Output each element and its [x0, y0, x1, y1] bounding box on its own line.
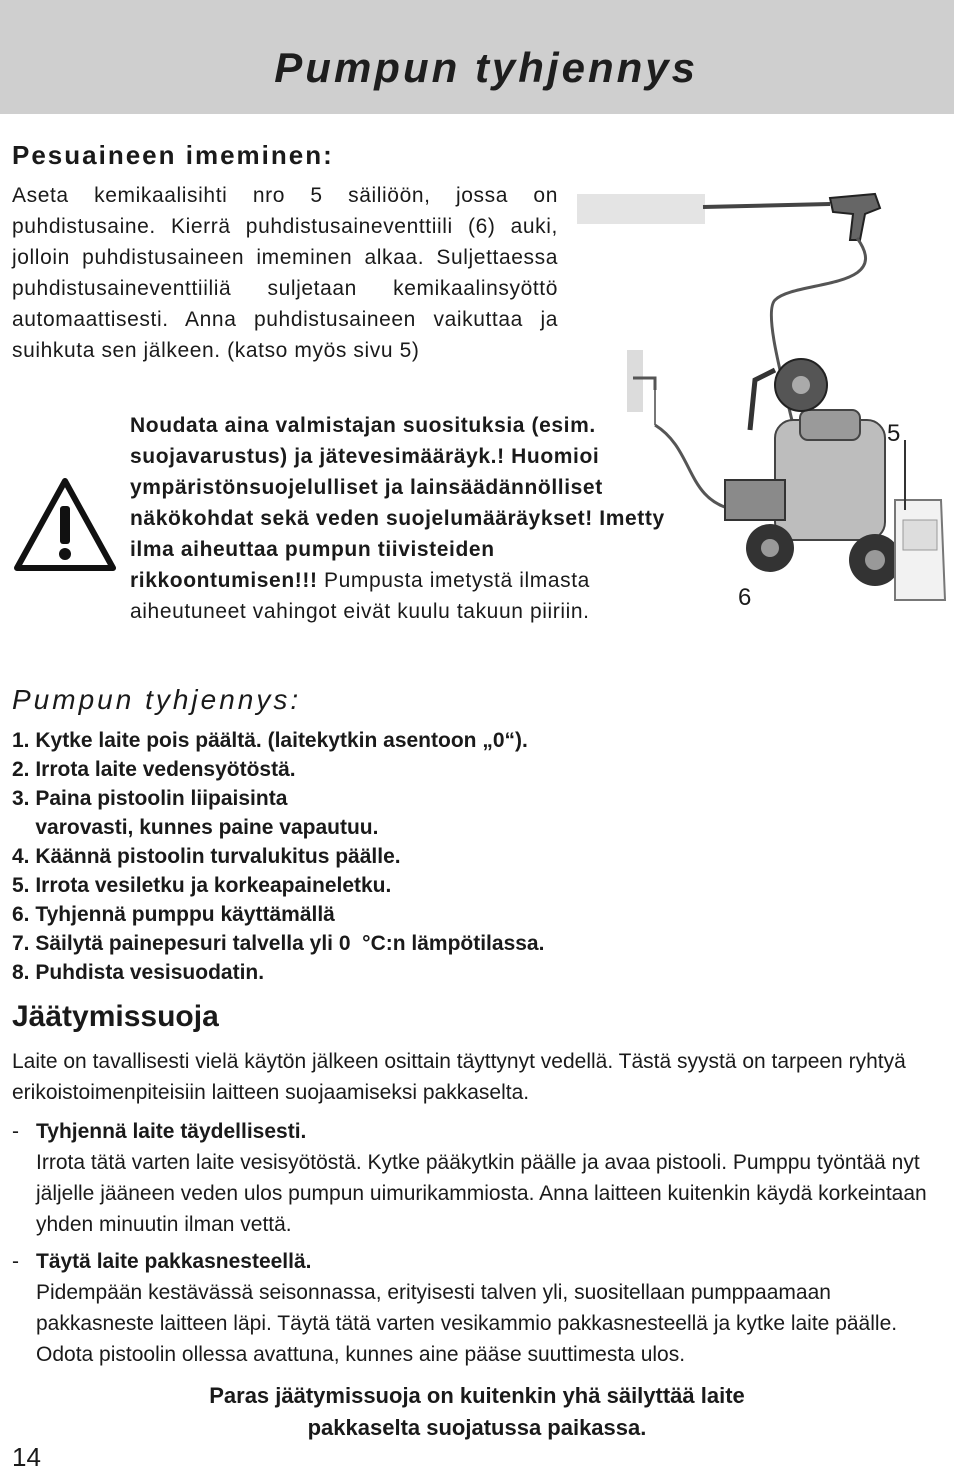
section-heading-frost-protection: Jäätymissuoja — [12, 1000, 219, 1033]
pressure-washer-drawing — [575, 180, 959, 640]
bullet-item-fill-antifreeze — [12, 1246, 942, 1370]
section-heading-pump-draining: Pumpun tyhjennys: — [12, 684, 302, 715]
page-number: 14 — [12, 1442, 41, 1472]
bullet-item-drain-fully — [12, 1116, 942, 1240]
list-item: 2. Irrota laite vedensyötöstä. — [12, 758, 296, 781]
list-item: varovasti, kunnes paine vapautuu. — [12, 816, 379, 839]
list-item: 3. Paina pistoolin liipaisinta — [12, 787, 288, 810]
draining-steps-list — [12, 726, 712, 987]
bullet-dash: - — [12, 1120, 19, 1143]
warning-triangle-icon — [14, 478, 116, 572]
chemical-suction-paragraph: Aseta kemikaalisihti nro 5 säiliöön, jossa on puhdistusaine. Kierrä puhdistusaineventtiili (6) auki, jolloin puhdistusaineen imeminen alkaa. Suljettaessa puhdistusaineventtiiliä suljetaan kemikaalinsyöttö automaattisesti. Anna puhdistusaineen vaikuttaa ja suihkuta sen jälkeen. (katso myös sivu 5) — [12, 184, 558, 362]
list-item: 5. Irrota vesiletku ja korkeapaineletku. — [12, 874, 392, 897]
list-item: 8. Puhdista vesisuodatin. — [12, 961, 265, 984]
list-item: 1. Kytke laite pois päältä. (laitekytkin asentoon „0“). — [12, 729, 528, 752]
closing-line-1: Paras jäätymissuoja on kuitenkin yhä säilyttää laite — [209, 1383, 745, 1408]
list-item: 4. Käännä pistoolin turvalukitus päälle. — [12, 845, 401, 868]
bullet-dash: - — [12, 1250, 19, 1273]
bullet-title: Tyhjennä laite täydellisesti. — [36, 1120, 307, 1143]
bullet-title: Täytä laite pakkasnesteellä. — [36, 1250, 312, 1273]
list-item: 7. Säilytä painepesuri talvella yli 0 °C:n lämpötilassa. — [12, 932, 545, 955]
section-heading-chemical-suction: Pesuaineen imeminen: — [12, 140, 334, 170]
page-title: Pumpun tyhjennys — [274, 44, 698, 91]
frost-protection-paragraph: Laite on tavallisesti vielä käytön jälkeen osittain täyttynyt vedellä. Tästä syystä on tarpeen ryhtyä erikoistoimenpiteisiin laitteen suojaamiseksi pakkaselta. — [12, 1050, 906, 1104]
pressure-washer-illustration — [575, 180, 959, 640]
figure-label-6: 6 — [738, 584, 752, 611]
closing-line-2: pakkaselta suojatussa paikassa. — [307, 1415, 647, 1440]
figure-label-5: 5 — [887, 420, 901, 447]
bullet-text: Pidempään kestävässä seisonnassa, erityisesti talven yli, suositellaan pumppaamaan pakkasneste laitteen läpi. Täytä tätä varten vesikammio pakkasnesteellä ja kytke laite päälle. Odota pistoolin ollessa avattuna, kunnes aine pääse suuttimesta ulos. — [36, 1281, 898, 1366]
list-item: 6. Tyhjennä pumppu käyttämällä — [12, 903, 335, 926]
warning-bold-text: Noudata aina valmistajan suosituksia (esim. suojavarustus) ja jätevesimääräyk.! Huomioi ympäristönsuojelulliset ja lainsäädännölliset näkökohdat sekä veden suojelumääräykset! Imetty ilma aiheuttaa pumpun tiivisteiden rikkoontumisen!!! — [130, 414, 665, 592]
warning-normal-text: Pumpusta imetystä ilmasta aiheutuneet vahingot eivät kuulu takuun piiriin. — [130, 569, 590, 623]
bullet-text: Irrota tätä varten laite vesisyötöstä. Kytke pääkytkin päälle ja avaa pistooli. Pumppu työntää nyt jäljelle jääneen veden ulos pumpun uimurikammiosta. Anna laitteen kuitenkin käydä korkeintaan yhden minuutin ilman vettä. — [36, 1151, 927, 1236]
closing-note — [0, 1380, 954, 1444]
